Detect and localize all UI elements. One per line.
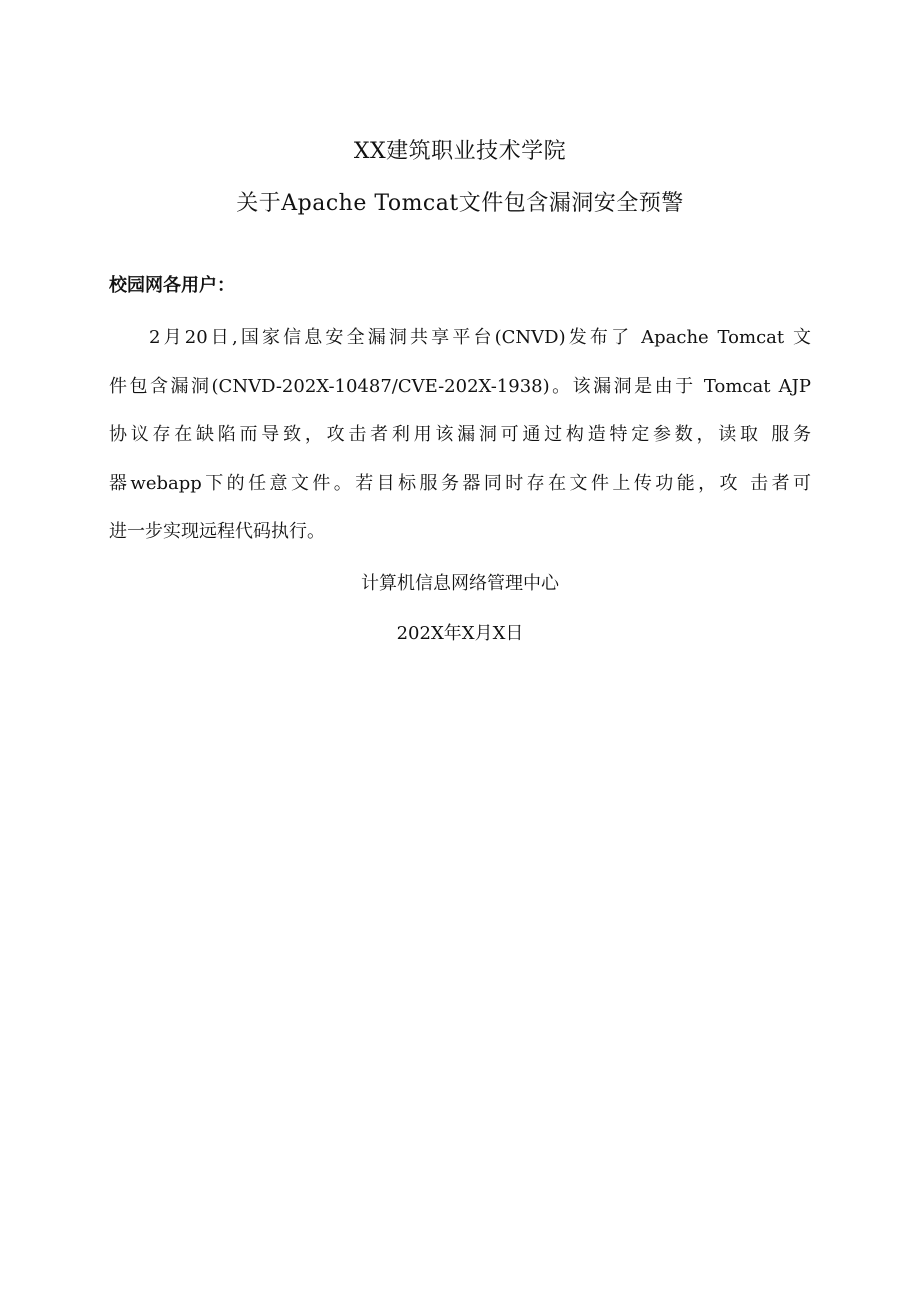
- document-title: [0, 126, 920, 230]
- issuer-name: 计算机信息网络管理中心: [361, 573, 559, 594]
- body-line: 件包含漏洞(CNVD-202X-10487/CVE-202X-1938)。该漏洞是由于 Tomcat AJP: [109, 375, 811, 397]
- notice-body: [109, 314, 811, 557]
- body-line: 协议存在缺陷而导致，攻击者利用该漏洞可通过构造特定参数，读取 服务: [109, 424, 811, 445]
- body-line: 2月20日,国家信息安全漏洞共享平台(CNVD)发布了 Apache Tomcat 文: [149, 327, 811, 348]
- body-line: 进一步实现远程代码执行。: [109, 521, 325, 542]
- salutation: 校园网各用户：: [109, 275, 235, 296]
- issue-date: 202X年X月X日: [396, 623, 524, 644]
- notice-title: 关于Apache Tomcat文件包含漏洞安全预警: [236, 191, 684, 216]
- body-line: 器webapp下的任意文件。若目标服务器同时存在文件上传功能，攻 击者可: [109, 472, 811, 494]
- signature-block: [0, 559, 920, 659]
- institution-name: XX建筑职业技术学院: [353, 139, 567, 164]
